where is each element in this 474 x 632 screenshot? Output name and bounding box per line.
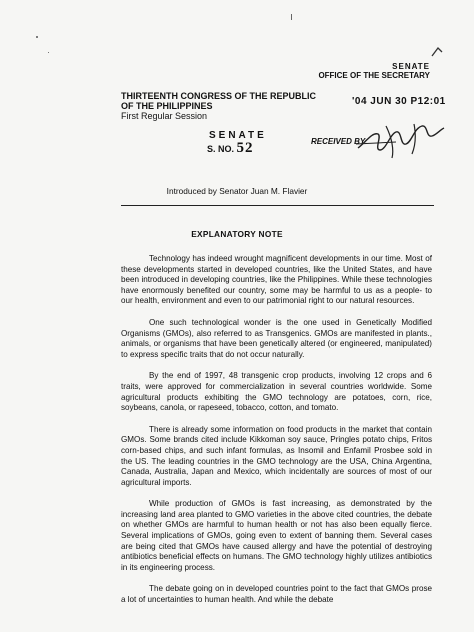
sno-label: S. NO. bbox=[207, 144, 235, 154]
handwritten-signature bbox=[356, 120, 446, 160]
scan-speck bbox=[48, 52, 49, 53]
explanatory-note-heading: EXPLANATORY NOTE bbox=[191, 229, 283, 239]
corner-mark bbox=[430, 46, 444, 58]
body-paragraph: One such technological wonder is the one used in Genetically Modified Organisms (GMOs), also referred to as Transgenics. GMOs are manifested in plants., animals, or organisms that have been genetically altered (or engineered, manipulated) to express specific traits that do not occur naturally. bbox=[121, 317, 432, 359]
body-paragraph: There is already some information on food products in the market that contain GMOs. Some brands cited include Kikkoman soy sauce, Pringles potato chips, Fritos corn-based chips, and such infant formulas, as Insomil and Enfamil Prosbee sold in the US. The leading countries in the GMO technology are the USA, China Argentina, Canada, Australia, Japan and Mexico, which incidentally are sources of most of our agricultural imports. bbox=[121, 424, 432, 487]
session-label: First Regular Session bbox=[121, 111, 208, 121]
stamp-senate: SENATE bbox=[392, 62, 430, 71]
stamp-office: OFFICE OF THE SECRETARY bbox=[318, 71, 430, 80]
congress-header bbox=[121, 91, 316, 121]
senate-stamp bbox=[318, 62, 430, 80]
senate-heading: SENATE bbox=[209, 130, 267, 141]
body-paragraph: The debate going on in developed countries point to the fact that GMOs prose a lot of uncertainties to human health. And while the debate bbox=[121, 584, 432, 605]
document-body bbox=[121, 254, 432, 617]
congress-line-1: THIRTEENTH CONGRESS OF THE REPUBLIC bbox=[121, 91, 317, 101]
congress-line-2: OF THE PHILIPPINES bbox=[121, 101, 213, 111]
body-paragraph: By the end of 1997, 48 transgenic crop products, involving 12 crops and 6 traits, were approved for commercialization in several countries worldwide. Some agricultural products exhibiting the GMO technology are potatoes, corn, rice, soybeans, canola, or rapeseed, tobacco, cotton, and tomato. bbox=[121, 371, 432, 413]
body-paragraph: Technology has indeed wrought magnificent developments in our time. Most of these developments started in developed countries, like the United States, and have been introduced in developing countries, like the Philippines. While these technologies have enormously benefited our country, some may be harmful to us as a people- to our health, environment and even to our patrimonial right to our natural resources. bbox=[121, 254, 432, 306]
horizontal-rule bbox=[121, 205, 434, 206]
sno-value: 52 bbox=[236, 140, 254, 156]
scan-speck bbox=[36, 36, 38, 38]
received-date-stamp: '04 JUN 30 P12:01 bbox=[352, 96, 446, 107]
senate-bill-number bbox=[207, 140, 254, 157]
scan-mark bbox=[291, 14, 292, 20]
introduced-by: Introduced by Senator Juan M. Flavier bbox=[166, 186, 308, 196]
received-by-label: RECEIVED BY: bbox=[311, 137, 368, 146]
body-paragraph: While production of GMOs is fast increasing, as demonstrated by the increasing land area planted to GMO varieties in the above cited countries, the debate on whether GMOs are harmful to human health or not has also been equally fierce. Several implications of GMOs, going even to extent of banning them. Several cases are being cited that GMOs have caused allergy and have the potential of destroying antibiotics beneficial effects on humans. The GMO technology highly utilizes antibiotics in its engineering process. bbox=[121, 499, 432, 572]
